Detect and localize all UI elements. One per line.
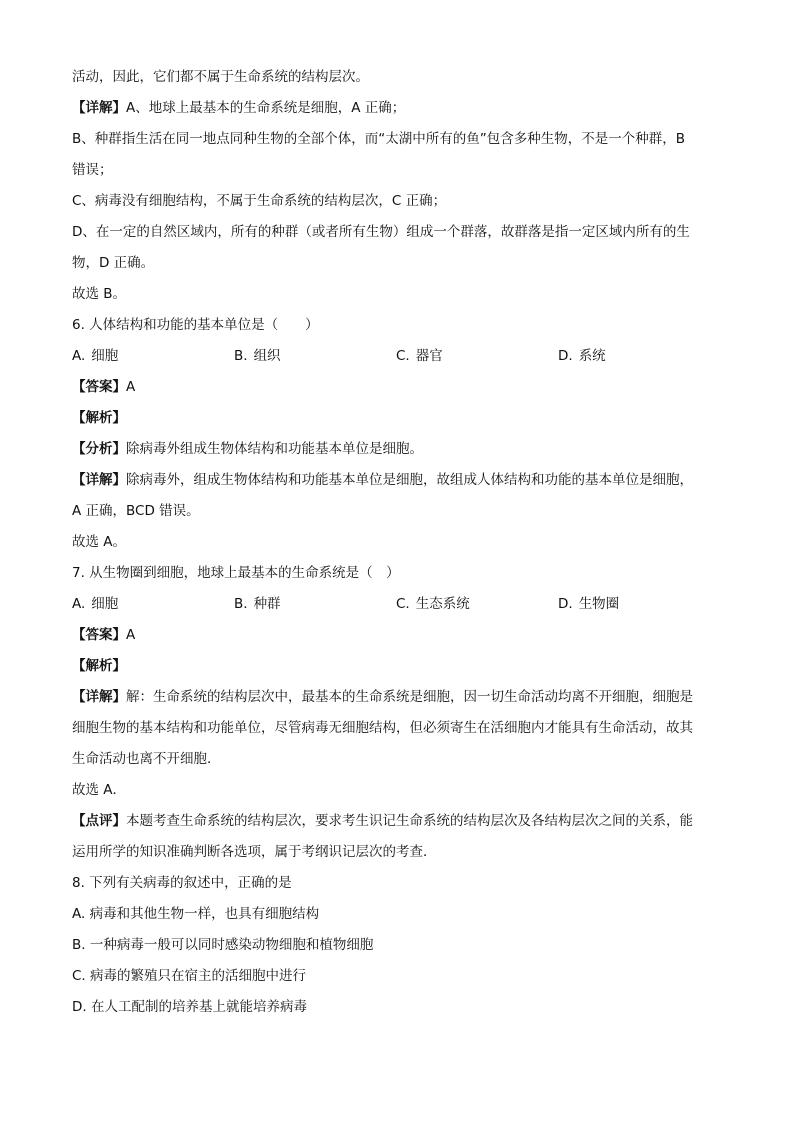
section-tag: 【答案】 — [72, 627, 126, 643]
section-tag: 【解析】 — [72, 410, 126, 426]
option-letter: B. — [234, 348, 248, 364]
option-text: 细胞 — [91, 596, 119, 612]
text-line: 生命活动也离不开细胞． — [72, 751, 221, 767]
question-stem: 7. 从生物圈到细胞，地球上最基本的生命系统是（ ） — [72, 565, 400, 581]
answer-options — [72, 341, 722, 372]
answer-options — [72, 589, 722, 620]
text-line: D. 在人工配制的培养基上就能培养病毒 — [72, 999, 307, 1015]
option-letter: C. — [396, 348, 410, 364]
option-letter: D. — [558, 596, 573, 612]
text-line: A 正确，BCD 错误。 — [72, 503, 200, 519]
option-1 — [234, 589, 396, 620]
tagged-line — [72, 93, 722, 124]
section-tag: 【答案】 — [72, 379, 126, 395]
text-line: C. 病毒的繁殖只在宿主的活细胞中进行 — [72, 968, 307, 984]
option-text: 生态系统 — [415, 596, 470, 612]
option-3 — [558, 341, 720, 372]
tagged-line — [72, 620, 722, 651]
option-text: 种群 — [253, 596, 281, 612]
line-text: 解：生命系统的结构层次中，最基本的生命系统是细胞，因一切生命活动均离不开细胞，细胞是 — [126, 689, 693, 705]
section-tag: 【点评】 — [72, 813, 126, 829]
section-tag: 【解析】 — [72, 658, 126, 674]
option-3 — [558, 589, 720, 620]
tagged-line — [72, 651, 722, 682]
section-tag: 【详解】 — [72, 100, 126, 116]
text-line: B、种群指生活在同一地点同种生物的全部个体，而“太湖中所有的鱼”包含多种生物，不是一个种群，B — [72, 131, 686, 147]
option-letter: A. — [72, 348, 86, 364]
option-letter: B. — [234, 596, 248, 612]
tagged-line — [72, 372, 722, 403]
option-0 — [72, 589, 234, 620]
section-tag: 【详解】 — [72, 472, 126, 488]
tagged-line — [72, 434, 722, 465]
tagged-line — [72, 465, 722, 496]
document-page — [72, 62, 722, 1023]
section-tag: 【详解】 — [72, 689, 126, 705]
option-text: 细胞 — [91, 348, 119, 364]
option-1 — [234, 341, 396, 372]
tagged-line — [72, 806, 722, 837]
option-text: 生物圈 — [578, 596, 620, 612]
line-text: A — [126, 627, 136, 643]
option-letter: D. — [558, 348, 573, 364]
text-line: 物，D 正确。 — [72, 255, 155, 271]
option-text: 组织 — [253, 348, 281, 364]
option-2 — [396, 341, 558, 372]
line-text: 本题考查生命系统的结构层次，要求考生识记生命系统的结构层次及各结构层次之间的关系，能 — [126, 813, 693, 829]
tagged-line — [72, 403, 722, 434]
question-stem: 8. 下列有关病毒的叙述中，正确的是 — [72, 875, 292, 891]
line-text: 除病毒外，组成生物体结构和功能基本单位是细胞，故组成人体结构和功能的基本单位是细胞， — [126, 472, 693, 488]
text-line: B. 一种病毒一般可以同时感染动物细胞和植物细胞 — [72, 937, 374, 953]
text-line: 细胞生物的基本结构和功能单位，尽管病毒无细胞结构，但必须寄生在活细胞内才能具有生命活动，故其 — [72, 720, 693, 736]
option-2 — [396, 589, 558, 620]
text-line: D、在一定的自然区域内，所有的种群（或者所有生物）组成一个群落，故群落是指一定区域内所有的生 — [72, 224, 690, 240]
option-text: 器官 — [415, 348, 443, 364]
text-line: A. 病毒和其他生物一样，也具有细胞结构 — [72, 906, 320, 922]
line-text: A — [126, 379, 136, 395]
text-line: 错误； — [72, 162, 113, 178]
question-stem: 6. 人体结构和功能的基本单位是（ ） — [72, 317, 319, 333]
text-line: 故选 A。 — [72, 534, 127, 550]
option-letter: C. — [396, 596, 410, 612]
tagged-line — [72, 682, 722, 713]
option-letter: A. — [72, 596, 86, 612]
option-text: 系统 — [578, 348, 606, 364]
line-text: 除病毒外组成生物体结构和功能基本单位是细胞。 — [126, 441, 423, 457]
option-0 — [72, 341, 234, 372]
text-line: 运用所学的知识准确判断各选项，属于考纲识记层次的考查． — [72, 844, 437, 860]
text-line: 故选 A． — [72, 782, 127, 798]
section-tag: 【分析】 — [72, 441, 126, 457]
text-line: C、病毒没有细胞结构，不属于生命系统的结构层次，C 正确； — [72, 193, 447, 209]
line-text: A、地球上最基本的生命系统是细胞，A 正确； — [126, 100, 406, 116]
text-line: 活动，因此，它们都不属于生命系统的结构层次。 — [72, 69, 369, 85]
text-line: 故选 B。 — [72, 286, 127, 302]
